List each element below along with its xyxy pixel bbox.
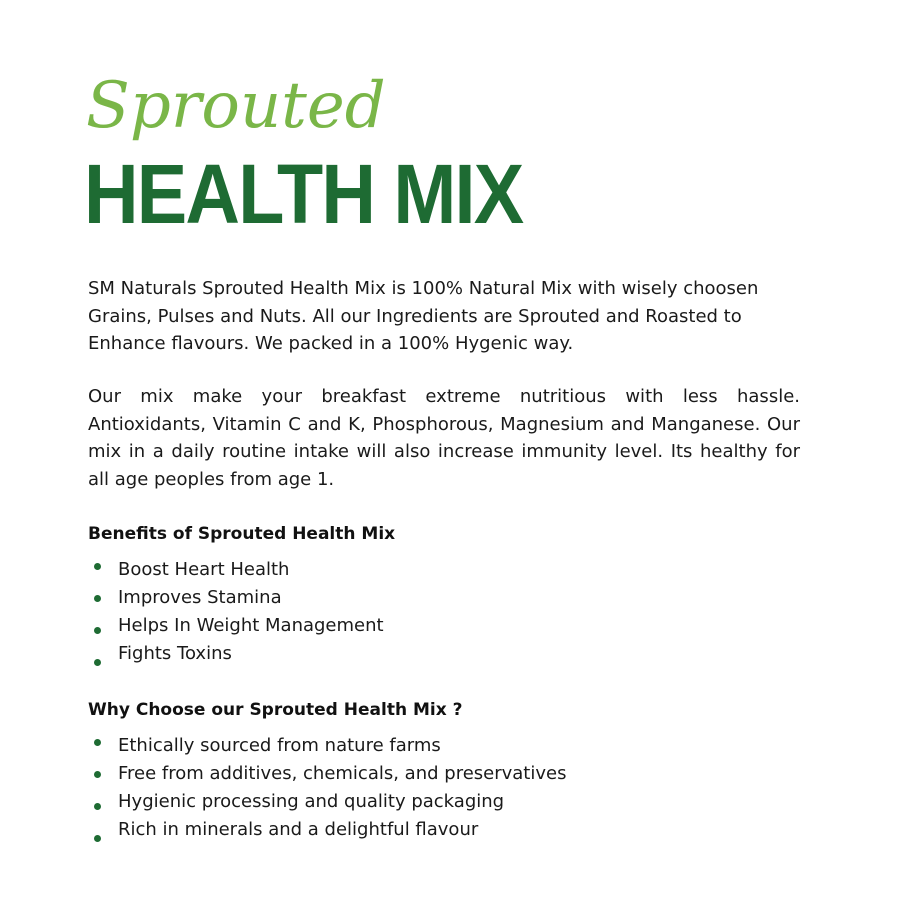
list-item	[88, 760, 566, 788]
list-item-text: Hygienic processing and quality packaging	[118, 791, 505, 812]
intro-paragraph-2: Our mix make your breakfast extreme nutritious with less hassle. Antioxidants, Vitamin C and K, Phosphorous, Magnesium and Manganese. Our mix in a daily routine intake will also increase immunity level. Its healthy for all age peoples from age 1.	[88, 386, 800, 490]
bullet-icon	[94, 659, 101, 666]
script-title: Sprouted	[86, 69, 386, 143]
benefits-list	[88, 556, 384, 668]
list-item-text: Improves Stamina	[118, 587, 282, 608]
list-item	[88, 556, 384, 584]
list-item	[88, 640, 384, 668]
bullet-icon	[94, 627, 101, 634]
list-item-text: Rich in minerals and a delightful flavour	[118, 819, 479, 840]
list-item	[88, 816, 566, 844]
why-choose-list	[88, 732, 566, 844]
bullet-icon	[94, 595, 101, 602]
intro-paragraph-1: SM Naturals Sprouted Health Mix is 100% Natural Mix with wisely choosen Grains, Pulses and Nuts. All our Ingredients are Sprouted and Roasted to Enhance flavours. We packed in a 100% Hygenic way.	[88, 278, 759, 354]
bullet-icon	[94, 803, 101, 810]
list-item-text: Boost Heart Health	[118, 559, 290, 580]
bullet-icon	[94, 835, 101, 842]
bullet-icon	[94, 563, 101, 570]
why-choose-heading: Why Choose our Sprouted Health Mix ?	[88, 700, 463, 720]
bullet-icon	[94, 771, 101, 778]
bullet-icon	[94, 739, 101, 746]
list-item-text: Helps In Weight Management	[118, 615, 384, 636]
benefits-heading: Benefits of Sprouted Health Mix	[88, 524, 396, 544]
list-item-text: Fights Toxins	[118, 643, 232, 664]
list-item	[88, 584, 384, 612]
list-item	[88, 788, 566, 816]
main-title: HEALTH MIX	[84, 147, 523, 241]
list-item	[88, 612, 384, 640]
list-item-text: Free from additives, chemicals, and preservatives	[118, 763, 567, 784]
list-item	[88, 732, 566, 760]
list-item-text: Ethically sourced from nature farms	[118, 735, 441, 756]
